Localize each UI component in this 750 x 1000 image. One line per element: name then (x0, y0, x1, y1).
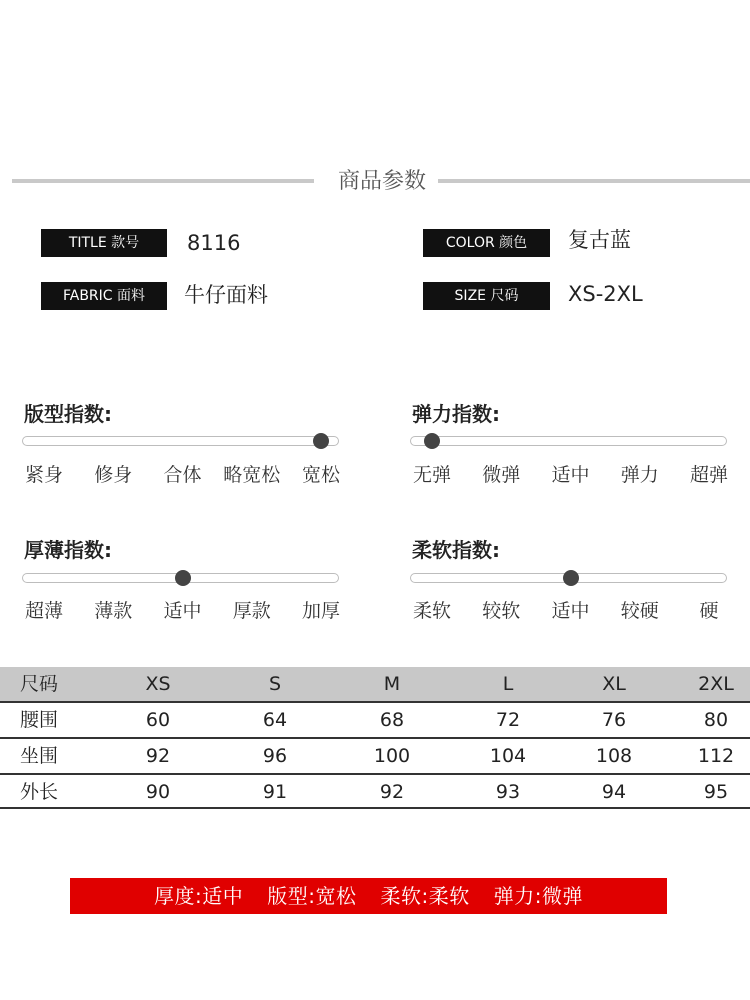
table-cell: XL (602, 673, 626, 695)
table-row (0, 775, 750, 809)
section-title: 商品参数 (337, 169, 426, 194)
row-label: 外长 (20, 781, 59, 803)
slider-option: 适中 (163, 600, 202, 622)
slider-option: 紧身 (24, 464, 63, 486)
table-cell: 100 (373, 745, 411, 767)
spec-value-size: XS-2XL (568, 282, 643, 306)
slider-title-elasticity: 弹力指数: (412, 402, 500, 426)
table-cell: 108 (595, 745, 633, 767)
slider-title-fit: 版型指数: (24, 402, 112, 426)
spec-tag-size: SIZE 尺码 (423, 282, 550, 310)
table-cell: S (268, 673, 282, 695)
spec-value-title: 8116 (187, 231, 241, 255)
slider-option: 薄款 (94, 600, 133, 622)
slider-option: 修身 (94, 464, 133, 486)
spec-value-fabric: 牛仔面料 (184, 283, 268, 307)
table-cell: 94 (601, 781, 627, 803)
slider-option: 较软 (482, 600, 521, 622)
table-cell: 60 (145, 709, 171, 731)
table-cell: 80 (703, 709, 729, 731)
table-cell: 64 (262, 709, 288, 731)
table-row (0, 739, 750, 773)
banner-thickness: 厚度:适中 (154, 884, 244, 908)
slider-option: 微弹 (482, 464, 521, 486)
table-cell: 72 (495, 709, 521, 731)
table-cell: 104 (489, 745, 527, 767)
table-cell: 2XL (698, 673, 734, 695)
slider-title-thickness: 厚薄指数: (24, 538, 112, 562)
table-cell: M (383, 673, 401, 695)
slider-option: 厚款 (232, 600, 271, 622)
slider-option: 适中 (551, 464, 590, 486)
table-header-row (0, 667, 750, 701)
slider-knob-thickness (175, 570, 191, 586)
slider-knob-softness (563, 570, 579, 586)
slider-option: 适中 (551, 600, 590, 622)
table-cell: XS (145, 673, 171, 695)
table-cell: 68 (379, 709, 405, 731)
slider-option: 柔软 (412, 600, 451, 622)
spec-tag-title: TITLE 款号 (41, 229, 167, 257)
table-cell: 112 (697, 745, 735, 767)
table-cell: 92 (379, 781, 405, 803)
slider-option: 略宽松 (223, 464, 281, 486)
slider-knob-fit (313, 433, 329, 449)
slider-option: 合体 (163, 464, 202, 486)
banner-elasticity: 弹力:微弹 (493, 884, 583, 908)
slider-option: 超薄 (24, 600, 63, 622)
table-cell: 90 (145, 781, 171, 803)
table-cell: 93 (495, 781, 521, 803)
table-cell: 91 (262, 781, 288, 803)
header-divider-left (12, 179, 314, 183)
slider-option: 较硬 (620, 600, 659, 622)
slider-option: 硬 (699, 600, 719, 622)
slider-option: 宽松 (301, 464, 340, 486)
table-cell: 95 (703, 781, 729, 803)
slider-title-softness: 柔软指数: (412, 538, 500, 562)
row-label: 尺码 (20, 673, 59, 695)
table-cell: 92 (145, 745, 171, 767)
row-label: 坐围 (20, 745, 59, 767)
slider-track-elasticity (410, 436, 727, 446)
spec-tag-fabric: FABRIC 面料 (41, 282, 167, 310)
slider-knob-elasticity (424, 433, 440, 449)
spec-tag-color: COLOR 颜色 (423, 229, 550, 257)
banner-softness: 柔软:柔软 (380, 884, 470, 908)
table-cell: L (502, 673, 514, 695)
spec-value-color: 复古蓝 (568, 228, 631, 252)
header-divider-right (438, 179, 750, 183)
slider-option: 弹力 (620, 464, 659, 486)
slider-option: 加厚 (301, 600, 340, 622)
summary-banner (70, 878, 667, 914)
row-label: 腰围 (20, 709, 59, 731)
banner-fit: 版型:宽松 (267, 884, 357, 908)
table-row (0, 703, 750, 737)
slider-option: 无弹 (412, 464, 451, 486)
table-cell: 76 (601, 709, 627, 731)
table-cell: 96 (262, 745, 288, 767)
row-divider (0, 807, 750, 809)
slider-track-fit (22, 436, 339, 446)
slider-option: 超弹 (689, 464, 728, 486)
